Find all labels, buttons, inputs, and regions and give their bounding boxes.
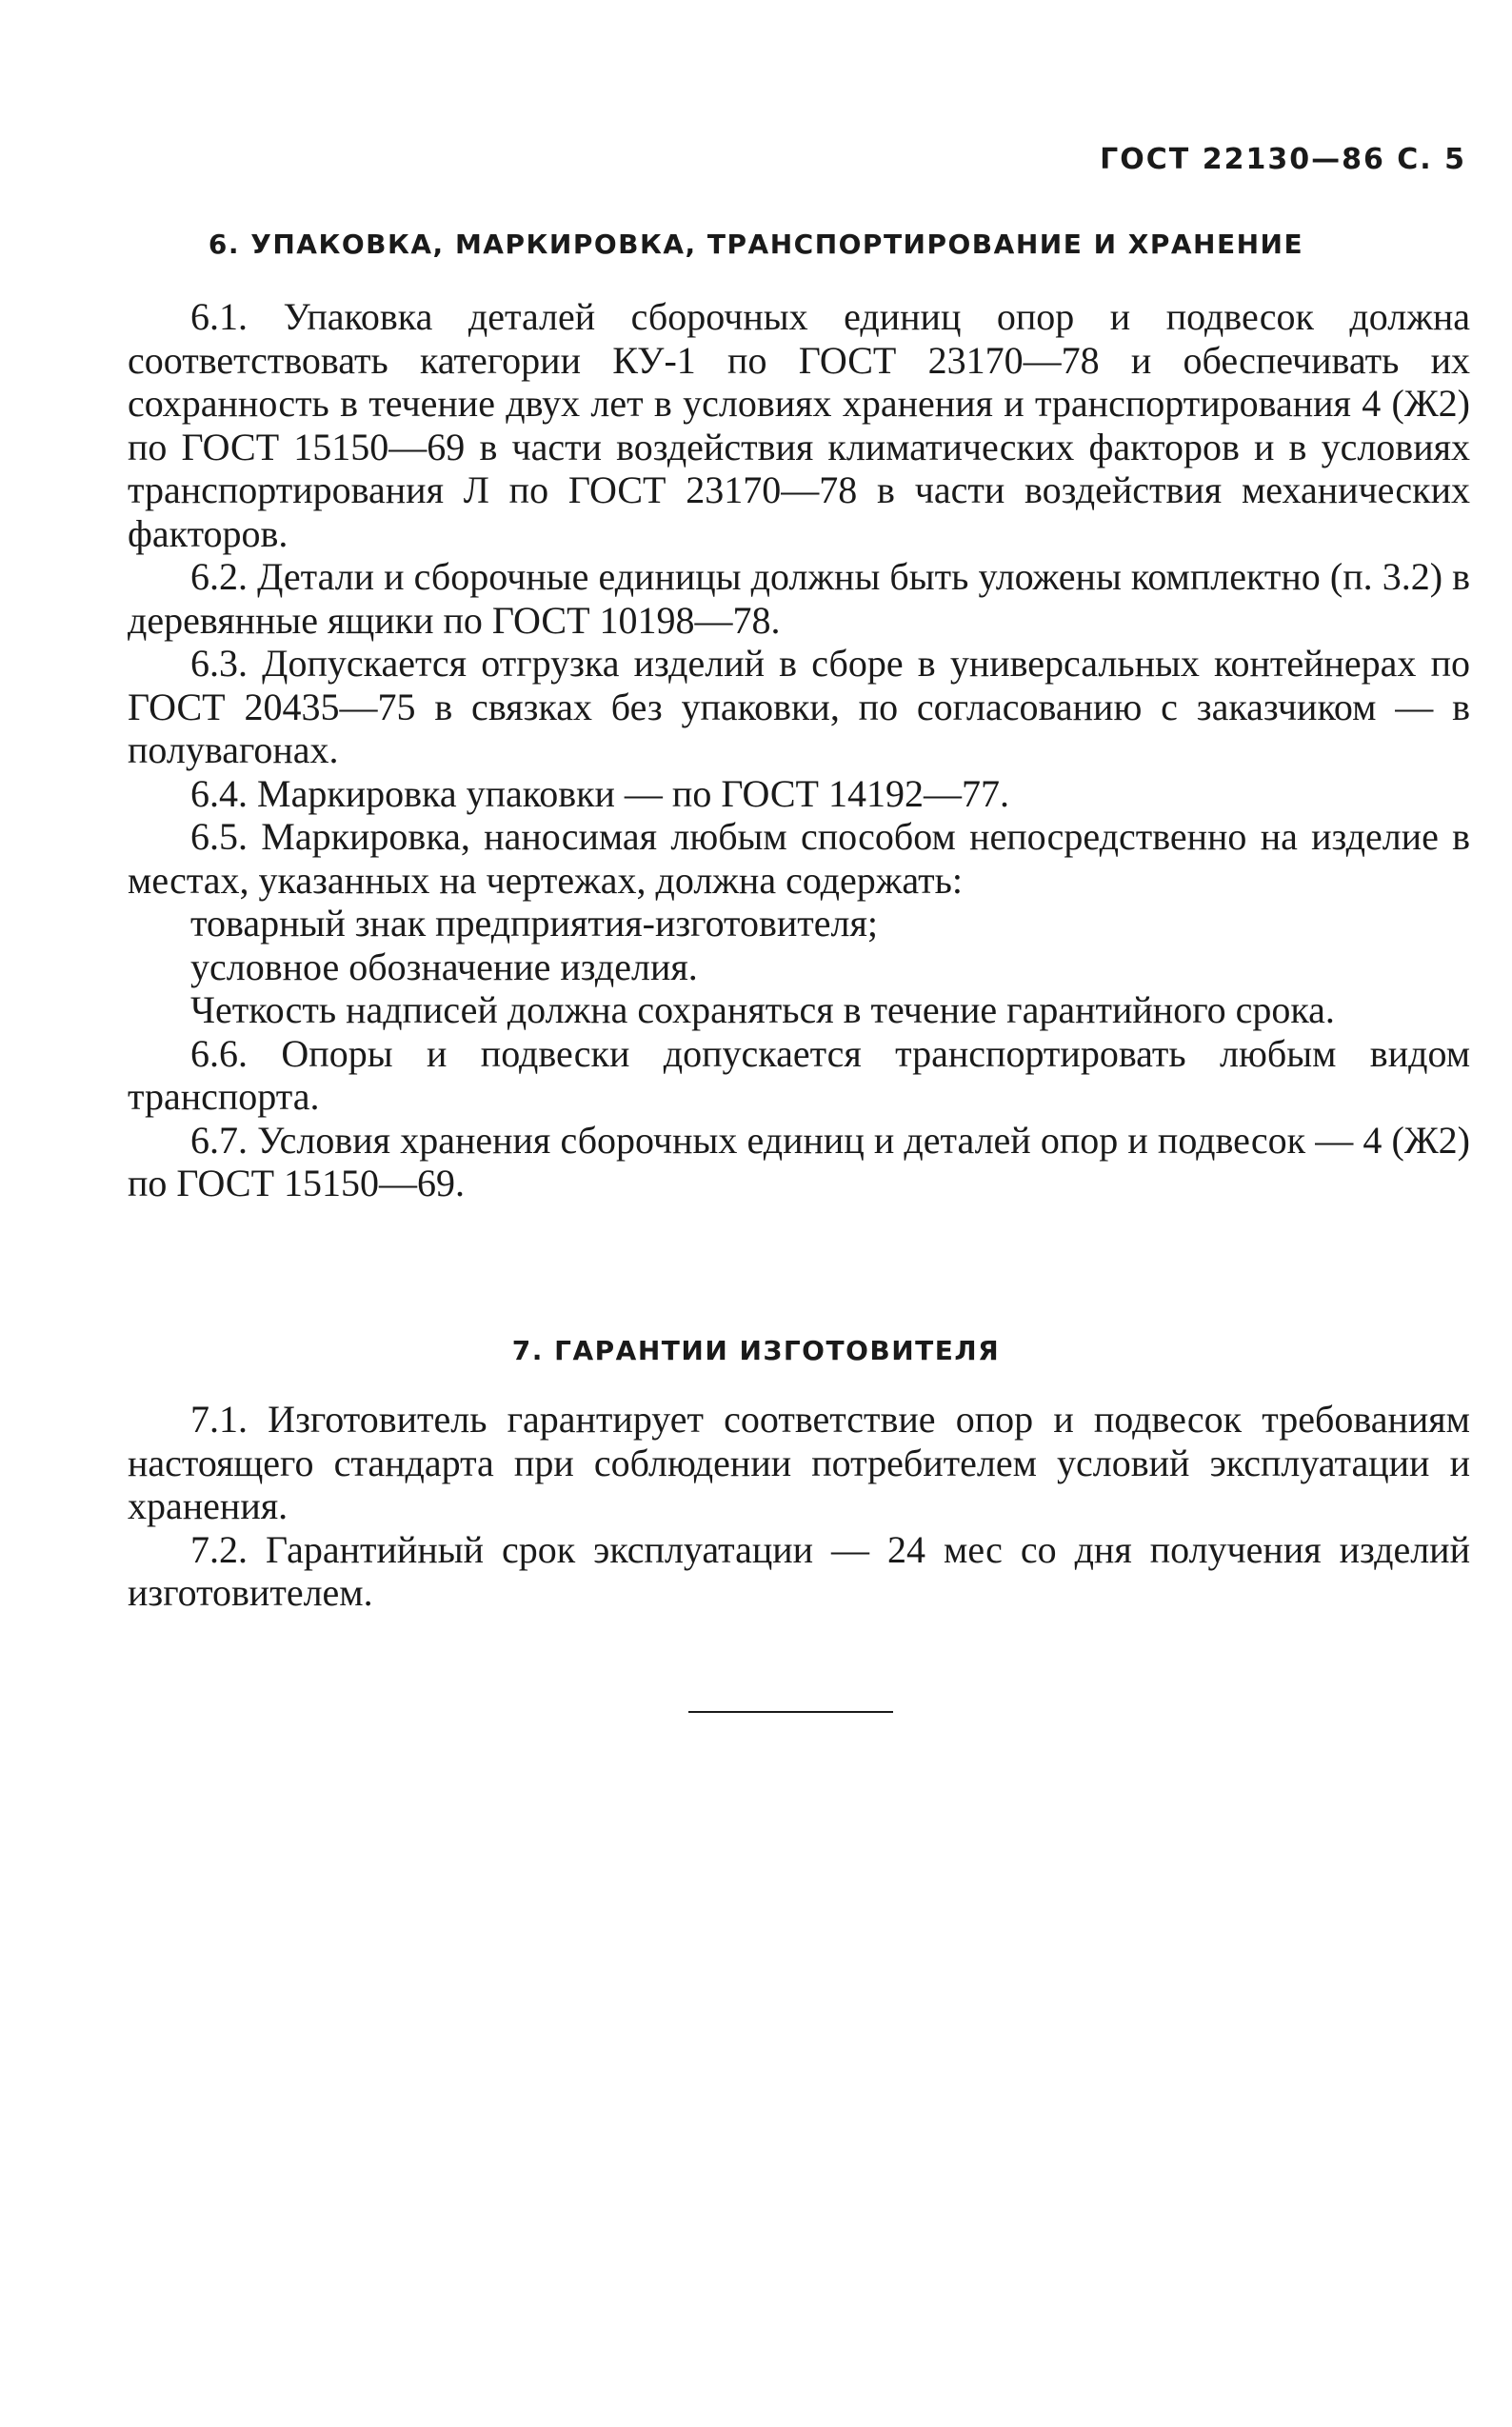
clause-6-5-list-item-1: товарный знак предприятия-изготовителя; <box>190 902 878 945</box>
clause-6-1: 6.1. Упаковка деталей сборочных единиц опор и подвесок должна соответствовать категории КУ-1 по ГОСТ 23170—78 и обеспечивать их сохранность в течение двух лет в условиях хранения и транспортирования 4 (Ж2) по ГОСТ 15150—69 в части воздействия климатических факторов и в условиях транспортирования Л по ГОСТ 23170—78 в части воздействия механических факторов. <box>128 295 1470 555</box>
section-7-body <box>128 1398 1470 1615</box>
clause-7-1: 7.1. Изготовитель гарантирует соответствие опор и подвесок требованиям настоящего стандарта при соблюдении потребителем условий эксплуатации и хранения. <box>128 1398 1470 1527</box>
clause-6-5-note: Четкость надписей должна сохраняться в течение гарантийного срока. <box>190 988 1335 1031</box>
section-6-heading: 6. УПАКОВКА, МАРКИРОВКА, ТРАНСПОРТИРОВАНИЕ И ХРАНЕНИЕ <box>208 229 1304 260</box>
end-of-text-rule <box>688 1711 893 1713</box>
clause-6-6: 6.6. Опоры и подвески допускается транспортировать любым видом транспорта. <box>128 1031 1470 1118</box>
clause-6-4: 6.4. Маркировка упаковки — по ГОСТ 14192—77. <box>190 771 1009 815</box>
clause-6-3: 6.3. Допускается отгрузка изделий в сборе в универсальных контейнерах по ГОСТ 20435—75 в связках без упаковки, по согласованию с заказчиком — в полувагонах. <box>128 642 1470 771</box>
clause-6-2: 6.2. Детали и сборочные единицы должны быть уложены комплектно (п. 3.2) в деревянные ящики по ГОСТ 10198—78. <box>128 555 1470 642</box>
section-7-heading: 7. ГАРАНТИИ ИЗГОТОВИТЕЛЯ <box>511 1335 1001 1366</box>
clause-6-7: 6.7. Условия хранения сборочных единиц и деталей опор и подвесок — 4 (Ж2) по ГОСТ 15150—69. <box>128 1118 1470 1204</box>
clause-6-5: 6.5. Маркировка, наносимая любым способом непосредственно на изделие в местах, указанных на чертежах, должна содержать: <box>128 815 1470 902</box>
clause-7-2: 7.2. Гарантийный срок эксплуатации — 24 мес со дня получения изделий изготовителем. <box>128 1527 1470 1614</box>
clause-6-5-list-item-2: условное обозначение изделия. <box>190 945 698 988</box>
section-6-body <box>128 295 1470 1205</box>
running-header: ГОСТ 22130—86 С. 5 <box>1100 143 1466 176</box>
